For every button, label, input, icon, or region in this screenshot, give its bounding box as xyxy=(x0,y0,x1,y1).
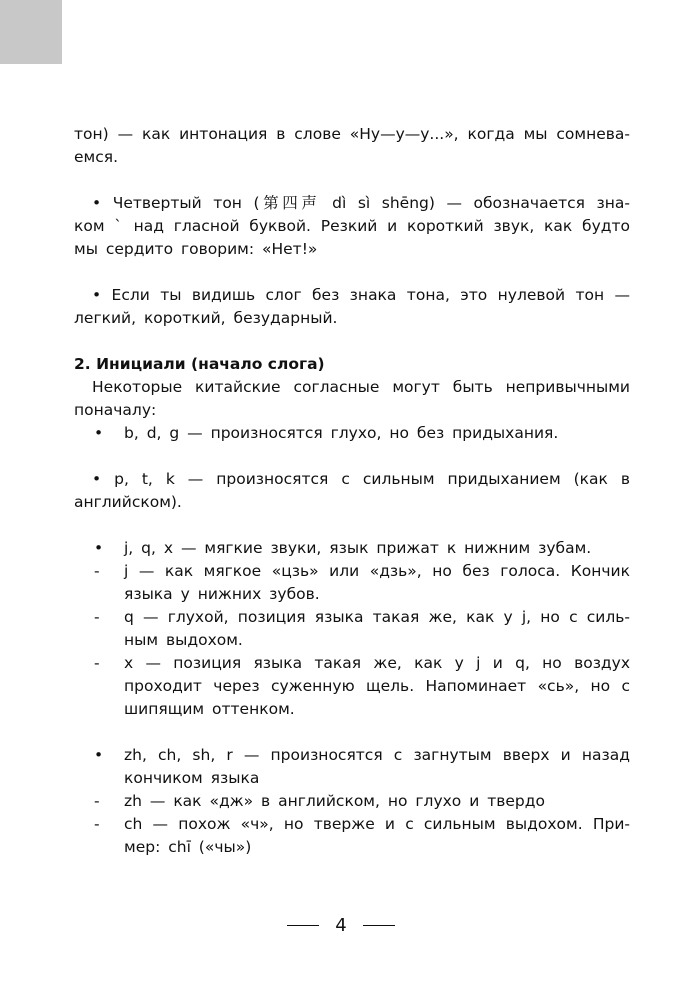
dash-marker: - xyxy=(94,654,100,672)
paragraph-line: тон) — как интонация в слове «Ну—у—у...», когда мы сомнева- xyxy=(74,125,630,143)
page-footer xyxy=(0,914,682,937)
paragraph-line: мы сердито говорим: «Нет!» xyxy=(74,240,318,258)
list-item xyxy=(74,813,630,859)
paragraph-line: • p, t, k — произносятся с сильным придыханием (как в xyxy=(92,470,630,488)
list-item xyxy=(74,790,630,813)
bullet-marker: • xyxy=(94,746,104,764)
list-item-text: j, q, x — мягкие звуки, язык прижат к нижним зубам. xyxy=(124,539,592,557)
dash-marker: - xyxy=(94,562,100,580)
page-content xyxy=(74,123,630,859)
paragraph-line: Некоторые китайские согласные могут быть непривычными xyxy=(92,378,630,396)
footer-rule-left xyxy=(287,925,319,927)
list-item xyxy=(74,537,630,560)
paragraph-line: • Если ты видишь слог без знака тона, это нулевой тон — xyxy=(92,286,630,304)
paragraph-line: поначалу: xyxy=(74,401,157,419)
list-item xyxy=(74,606,630,652)
list-item-text: q — глухой, позиция языка такая же, как у j, но с силь-ным выдохом. xyxy=(124,608,630,649)
bullet-marker: • xyxy=(94,424,104,442)
paragraph-line: ком ˋ над гласной буквой. Резкий и короткий звук, как будто xyxy=(74,217,630,235)
list-item xyxy=(74,652,630,721)
list-item-text: zh — как «дж» в английском, но глухо и твердо xyxy=(124,792,545,810)
paragraph-line: емся. xyxy=(74,148,119,166)
dash-marker: - xyxy=(94,815,100,833)
list-item-text: ch — похож «ч», но тверже и с сильным выдохом. При-мер: chī («чы») xyxy=(124,815,630,856)
list-item-text: b, d, g — произносятся глухо, но без придыхания. xyxy=(124,424,559,442)
dash-marker: - xyxy=(94,608,100,626)
paragraph-line: английском). xyxy=(74,493,182,511)
list-item-text: j — как мягкое «цзь» или «дзь», но без голоса. Кончик языка у нижних зубов. xyxy=(124,562,630,603)
page-corner-tab xyxy=(0,0,62,64)
paragraph-line: • Четвертый тон (第四声 dì sì shēng) — обозначается зна- xyxy=(92,194,630,212)
paragraph-line: легкий, короткий, безударный. xyxy=(74,309,338,327)
list-item-text: x — позиция языка такая же, как у j и q, но воздух проходит через суженную щель. Напоминает «сь», но с шипящим оттенком. xyxy=(124,654,630,718)
page-number: 4 xyxy=(335,915,347,936)
list-item-text: zh, ch, sh, r — произносятся с загнутым вверх и назад кончиком языка xyxy=(124,746,630,787)
list-item xyxy=(74,744,630,790)
footer-rule-right xyxy=(363,925,395,927)
bullet-marker: • xyxy=(94,539,104,557)
dash-marker: - xyxy=(94,792,100,810)
section-heading: 2. Инициали (начало слога) xyxy=(74,355,325,373)
list-item xyxy=(74,560,630,606)
list-item xyxy=(74,422,630,445)
